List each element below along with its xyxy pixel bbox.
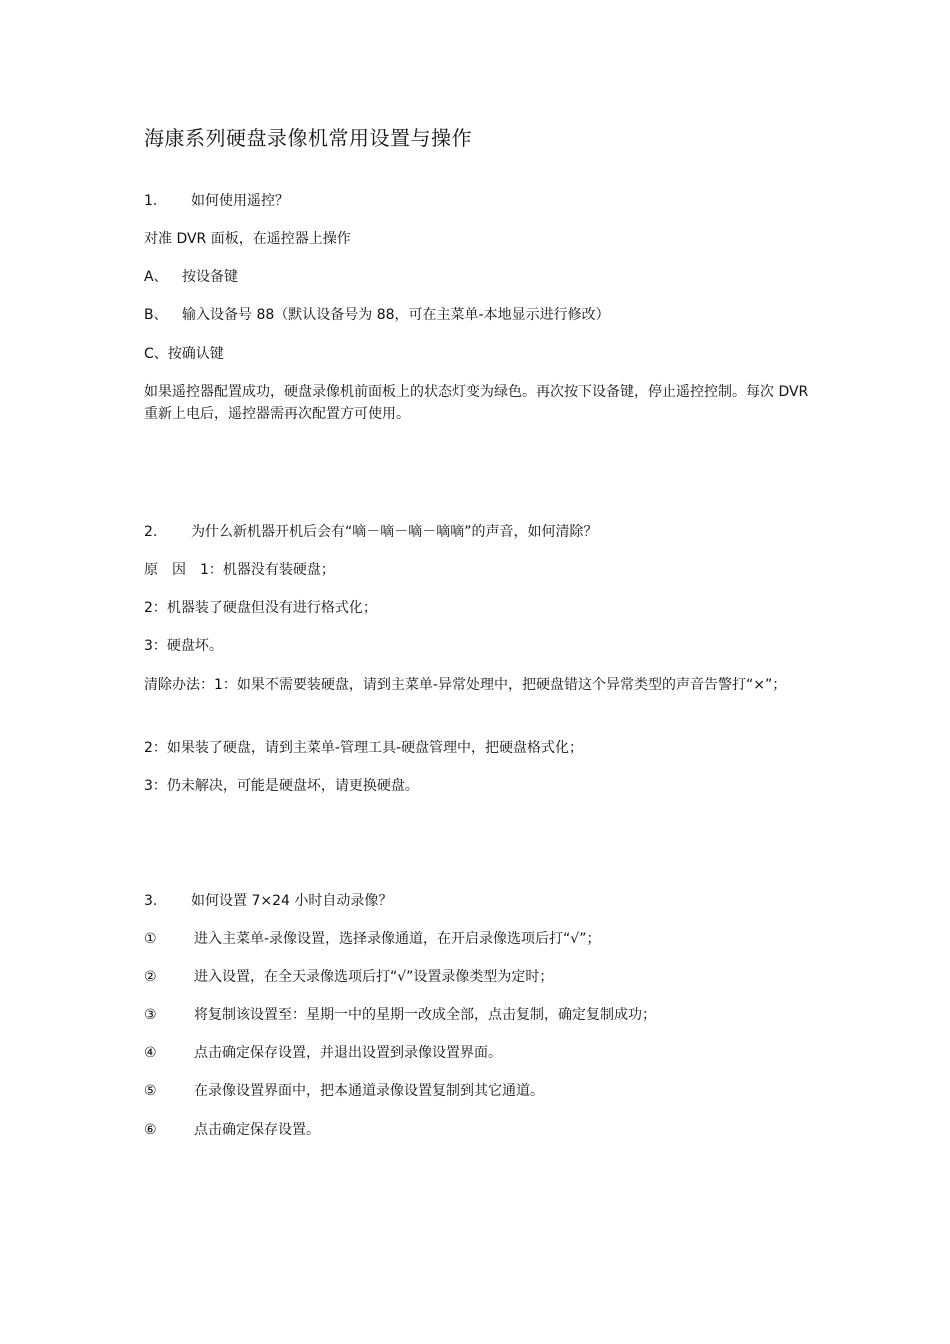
section-2-reason-2: 2：机器装了硬盘但没有进行格式化； bbox=[144, 600, 377, 616]
section-2-fix-1: 清除办法：1：如果不需要装硬盘，请到主菜单-异常处理中，把硬盘错这个异常类型的声音告警打“×”； bbox=[144, 677, 787, 693]
section-3-step bbox=[144, 1004, 656, 1026]
section-3-title: 如何设置 7×24 小时自动录像？ bbox=[191, 893, 393, 909]
section-1-note: 如果遥控器配置成功，硬盘录像机前面板上的状态灯变为绿色。再次按下设备键，停止遥控控制。每次 DVR 重新上电后，遥控器需再次配置方可使用。 bbox=[144, 384, 809, 422]
section-1-step-c: C、按确认键 bbox=[144, 346, 224, 362]
section-3-step bbox=[144, 1042, 502, 1064]
section-1-step-a bbox=[144, 266, 238, 288]
step-text: 进入设置，在全天录像选项后打“√”设置录像类型为定时； bbox=[194, 969, 554, 985]
step-b-text: 输入设备号 88（默认设备号为 88，可在主菜单-本地显示进行修改） bbox=[182, 307, 610, 323]
step-marker: ⑤ bbox=[144, 1083, 157, 1099]
document-title: 海康系列硬盘录像机常用设置与操作 bbox=[144, 126, 472, 150]
section-2-number: 2. bbox=[144, 524, 158, 540]
step-marker: ② bbox=[144, 969, 157, 985]
step-a-text: 按设备键 bbox=[182, 269, 238, 285]
section-2-fix-3: 3：仍未解决，可能是硬盘坏，请更换硬盘。 bbox=[144, 778, 419, 794]
step-marker: ⑥ bbox=[144, 1122, 157, 1138]
section-2-title: 为什么新机器开机后会有“嘀－嘀－嘀－嘀嘀”的声音，如何清除？ bbox=[191, 524, 598, 540]
step-text: 在录像设置界面中，把本通道录像设置复制到其它通道。 bbox=[194, 1083, 544, 1099]
section-3-heading bbox=[144, 890, 392, 912]
step-text: 将复制该设置至：星期一中的星期一改成全部，点击复制，确定复制成功； bbox=[194, 1007, 656, 1023]
step-text: 点击确定保存设置，并退出设置到录像设置界面。 bbox=[194, 1045, 502, 1061]
step-b-label: B、 bbox=[144, 307, 168, 323]
section-2-heading bbox=[144, 521, 598, 543]
section-1-number: 1. bbox=[144, 193, 158, 209]
section-2-fix-2: 2：如果装了硬盘，请到主菜单-管理工具-硬盘管理中，把硬盘格式化； bbox=[144, 740, 584, 756]
step-text: 点击确定保存设置。 bbox=[194, 1122, 320, 1138]
step-text: 进入主菜单-录像设置，选择录像通道，在开启录像选项后打“√”； bbox=[194, 931, 601, 947]
step-a-label: A、 bbox=[144, 269, 168, 285]
section-3-step bbox=[144, 1119, 320, 1141]
section-1-step-b bbox=[144, 304, 610, 326]
step-marker: ④ bbox=[144, 1045, 157, 1061]
section-2-reason-3: 3：硬盘坏。 bbox=[144, 638, 223, 654]
step-marker: ③ bbox=[144, 1007, 157, 1023]
section-1-heading bbox=[144, 190, 289, 212]
step-marker: ① bbox=[144, 931, 157, 947]
section-3-step bbox=[144, 1080, 544, 1102]
section-3-step bbox=[144, 928, 600, 950]
section-1-intro: 对准 DVR 面板，在遥控器上操作 bbox=[144, 231, 351, 247]
section-1-title: 如何使用遥控？ bbox=[191, 193, 289, 209]
section-3-number: 3. bbox=[144, 893, 158, 909]
section-3-step bbox=[144, 966, 553, 988]
section-2-reason-1: 原 因 1：机器没有装硬盘； bbox=[144, 562, 335, 578]
